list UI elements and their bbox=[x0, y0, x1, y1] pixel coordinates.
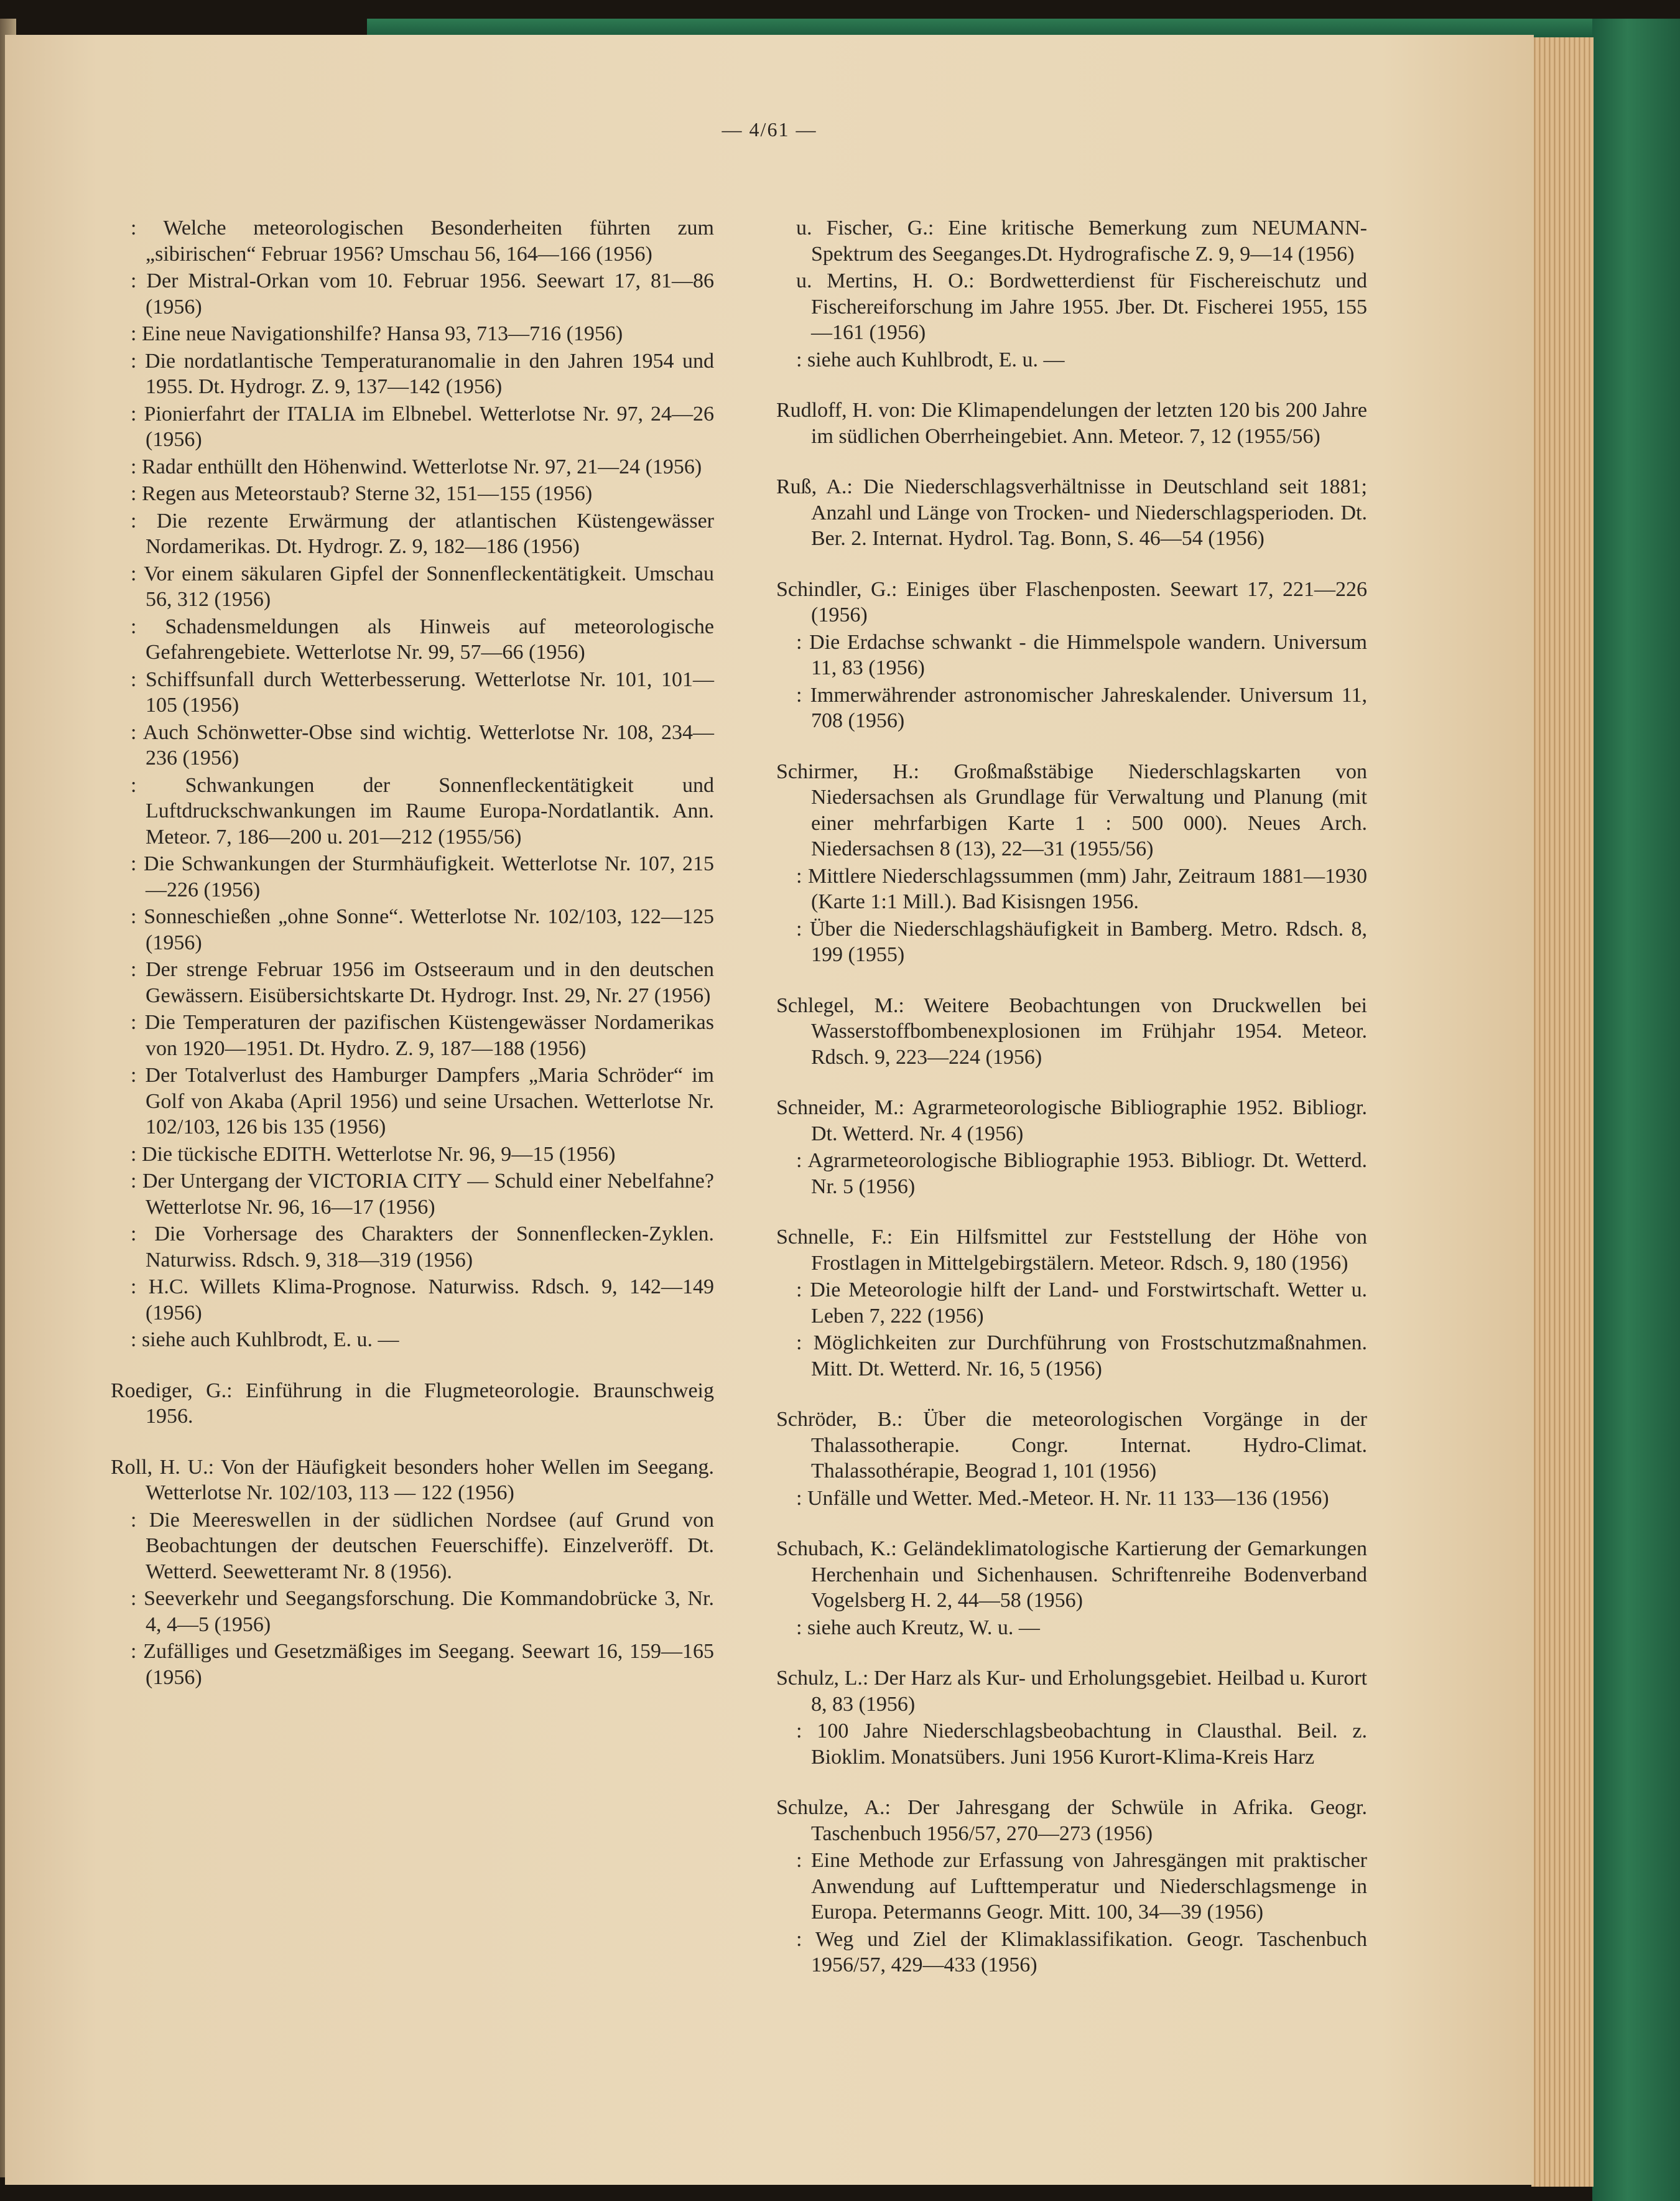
page-edges bbox=[1531, 37, 1594, 2187]
entry-subitem: : Auch Schönwetter-Obse sind wichtig. Wetterlotse Nr. 108, 234—236 (1956) bbox=[131, 720, 714, 770]
entry-subitem: : Der Untergang der VICTORIA CITY — Schuld einer Nebelfahne? Wetterlotse Nr. 96, 16—17 (1956) bbox=[131, 1170, 714, 1219]
book-cover-right bbox=[1592, 19, 1680, 2201]
entry-heading: Schlegel, M.: Weitere Beobachtungen von Druckwellen bei Wasserstoffbombenexplosionen im Frühjahr 1954. Meteor. Rdsch. 9, 223—224 (1956) bbox=[776, 993, 1367, 1069]
bibliography-entry bbox=[776, 1536, 1367, 1640]
entry-subitem: : Der Mistral-Orkan vom 10. Februar 1956. Seewart 17, 81—86 (1956) bbox=[131, 269, 714, 319]
entry-subitem: : Eine Methode zur Erfassung von Jahresgängen mit praktischer Anwendung auf Lufttemperatur und Niederschlagsmenge in Europa. Petermanns Geogr. Mitt. 100, 34—39 (1956) bbox=[796, 1849, 1367, 1924]
entry-subitem: u. Fischer, G.: Eine kritische Bemerkung zum NEUMANN-Spektrum des Seeganges.Dt. Hydrografische Z. 9, 9—14 (1956) bbox=[796, 216, 1367, 266]
entry-heading: Schulz, L.: Der Harz als Kur- und Erholungsgebiet. Heilbad u. Kurort 8, 83 (1956) bbox=[776, 1667, 1367, 1716]
entry-heading: Schnelle, F.: Ein Hilfsmittel zur Feststellung der Höhe von Frostlagen in Mittelgebirgstälern. Meteor. Rdsch. 9, 180 (1956) bbox=[776, 1226, 1367, 1275]
entry-subitem: : Schadensmeldungen als Hinweis auf meteorologische Gefahrengebiete. Wetterlotse Nr. 99, 57—66 (1956) bbox=[131, 615, 714, 664]
entry-subitem: : Die tückische EDITH. Wetterlotse Nr. 96, 9—15 (1956) bbox=[131, 1142, 616, 1166]
entry-heading: Ruß, A.: Die Niederschlagsverhältnisse in Deutschland seit 1881; Anzahl und Länge von Trocken- und Niederschlagsperioden. Dt. Ber. 2. Internat. Hydrol. Tag. Bonn, S. 46—54 (1956) bbox=[776, 475, 1367, 550]
book-page bbox=[5, 35, 1534, 2185]
entry-subitem: : Sonneschießen „ohne Sonne“. Wetterlotse Nr. 102/103, 122—125 (1956) bbox=[131, 905, 714, 954]
entry-subitem: : Möglichkeiten zur Durchführung von Frostschutzmaßnahmen. Mitt. Dt. Wetterd. Nr. 16, 5 (1956) bbox=[796, 1331, 1367, 1380]
bibliography-entry bbox=[776, 474, 1367, 552]
entry-subitem: : Vor einem säkularen Gipfel der Sonnenfleckentätigkeit. Umschau 56, 312 (1956) bbox=[131, 562, 714, 611]
entry-subitem: : Weg und Ziel der Klimaklassifikation. Geogr. Taschenbuch 1956/57, 429—433 (1956) bbox=[796, 1927, 1367, 1976]
bibliography-entry bbox=[776, 215, 1367, 373]
entry-subitem: : Der Totalverlust des Hamburger Dampfers „Maria Schröder“ im Golf von Akaba (April 1956) und seine Ursachen. Wetterlotse Nr. 102/103, 126 bis 135 (1956) bbox=[131, 1064, 714, 1138]
bibliography-entry bbox=[111, 1378, 714, 1430]
bibliography-entry bbox=[776, 1665, 1367, 1770]
bibliography-entry bbox=[776, 577, 1367, 734]
entry-subitem: : Die Schwankungen der Sturmhäufigkeit. Wetterlotse Nr. 107, 215—226 (1956) bbox=[131, 852, 714, 901]
bibliography-entry bbox=[776, 993, 1367, 1071]
entry-subitem: : Schwankungen der Sonnenfleckentätigkeit und Luftdruckschwankungen im Raume Europa-Nordatlantik. Ann. Meteor. 7, 186—200 u. 201—212 (1955/56) bbox=[131, 773, 714, 849]
entry-subitem: : Radar enthüllt den Höhenwind. Wetterlotse Nr. 97, 21—24 (1956) bbox=[131, 455, 702, 478]
bibliography-entry bbox=[776, 1224, 1367, 1382]
bibliography-entry bbox=[111, 215, 714, 1353]
entry-subitem: : Immerwährender astronomischer Jahreskalender. Universum 11, 708 (1956) bbox=[796, 683, 1367, 732]
bibliography-entry bbox=[776, 1095, 1367, 1199]
entry-subitem: : Agrarmeteorologische Bibliographie 1953. Bibliogr. Dt. Wetterd. Nr. 5 (1956) bbox=[796, 1149, 1367, 1198]
entry-heading: Roediger, G.: Einführung in die Flugmeteorologie. Braunschweig 1956. bbox=[111, 1379, 714, 1428]
entry-subitem: : Schiffsunfall durch Wetterbesserung. Wetterlotse Nr. 101, 101—105 (1956) bbox=[131, 668, 714, 717]
entry-subitem: : Unfälle und Wetter. Med.-Meteor. H. Nr. 11 133—136 (1956) bbox=[796, 1486, 1329, 1510]
entry-heading: Schubach, K.: Geländeklimatologische Kartierung der Gemarkungen Herchenhain und Sichenhausen. Schriftenreihe Bodenverband Vogelsberg H. 2, 44—58 (1956) bbox=[776, 1537, 1367, 1612]
entry-subitem: : Pionierfahrt der ITALIA im Elbnebel. Wetterlotse Nr. 97, 24—26 (1956) bbox=[131, 402, 714, 451]
entry-subitem: : Die Meereswellen in der südlichen Nordsee (auf Grund von Beobachtungen der deutschen Feuerschiffe). Einzelveröff. Dt. Wetterd. Seewetteramt Nr. 8 (1956). bbox=[131, 1508, 714, 1583]
entry-subitem: : Die Meteorologie hilft der Land- und Forstwirtschaft. Wetter u. Leben 7, 222 (1956) bbox=[796, 1278, 1367, 1328]
entry-subitem: : 100 Jahre Niederschlagsbeobachtung in Clausthal. Beil. z. Bioklim. Monatsübers. Juni 1956 Kurort-Klima-Kreis Harz bbox=[796, 1719, 1367, 1769]
bibliography-entry bbox=[776, 398, 1367, 449]
right-column bbox=[776, 215, 1367, 2003]
entry-heading: Schindler, G.: Einiges über Flaschenposten. Seewart 17, 221—226 (1956) bbox=[776, 577, 1367, 626]
entry-subitem: : siehe auch Kuhlbrodt, E. u. — bbox=[131, 1328, 399, 1351]
entry-heading: Rudloff, H. von: Die Klimapendelungen der letzten 120 bis 200 Jahre im südlichen Oberrheingebiet. Ann. Meteor. 7, 12 (1955/56) bbox=[776, 399, 1367, 448]
entry-subitem: : Der strenge Februar 1956 im Ostseeraum und in den deutschen Gewässern. Eisübersichtskarte Dt. Hydrogr. Inst. 29, Nr. 27 (1956) bbox=[131, 958, 714, 1007]
entry-subitem: : Die nordatlantische Temperaturanomalie in den Jahren 1954 und 1955. Dt. Hydrogr. Z. 9, 137—142 (1956) bbox=[131, 349, 714, 398]
entry-subitem: : siehe auch Kreutz, W. u. — bbox=[796, 1616, 1040, 1639]
entry-subitem: : Welche meteorologischen Besonderheiten führten zum „sibirischen“ Februar 1956? Umschau 56, 164—166 (1956) bbox=[131, 216, 714, 266]
entry-subitem: : siehe auch Kuhlbrodt, E. u. — bbox=[796, 348, 1065, 371]
entry-subitem: : Regen aus Meteorstaub? Sterne 32, 151—155 (1956) bbox=[131, 482, 593, 505]
entry-subitem: : Seeverkehr und Seegangsforschung. Die Kommandobrücke 3, Nr. 4, 4—5 (1956) bbox=[131, 1587, 714, 1636]
page-number: — 4/61 — bbox=[722, 118, 817, 141]
entry-subitem: : Zufälliges und Gesetzmäßiges im Seegang. Seewart 16, 159—165 (1956) bbox=[131, 1640, 714, 1689]
bibliography-entry bbox=[111, 1454, 714, 1691]
entry-subitem: : Die Temperaturen der pazifischen Küstengewässer Nordamerikas von 1920—1951. Dt. Hydro. Z. 9, 187—188 (1956) bbox=[131, 1011, 714, 1060]
entry-subitem: : Eine neue Navigationshilfe? Hansa 93, 713—716 (1956) bbox=[131, 322, 623, 345]
entry-heading: Schulze, A.: Der Jahresgang der Schwüle in Afrika. Geogr. Taschenbuch 1956/57, 270—273 (1956) bbox=[776, 1796, 1367, 1845]
bibliography-entry bbox=[776, 1407, 1367, 1511]
left-column bbox=[111, 215, 714, 1715]
entry-heading: Schneider, M.: Agrarmeteorologische Bibliographie 1952. Bibliogr. Dt. Wetterd. Nr. 4 (1956) bbox=[776, 1096, 1367, 1145]
entry-heading: Schröder, B.: Über die meteorologischen Vorgänge in der Thalassotherapie. Congr. Internat. Hydro-Climat. Thalassothérapie, Beograd 1, 101 (1956) bbox=[776, 1408, 1367, 1482]
entry-subitem: : Mittlere Niederschlagssummen (mm) Jahr, Zeitraum 1881—1930 (Karte 1:1 Mill.). Bad Kisisngen 1956. bbox=[796, 864, 1367, 913]
entry-subitem: : Die rezente Erwärmung der atlantischen Küstengewässer Nordamerikas. Dt. Hydrogr. Z. 9, 182—186 (1956) bbox=[131, 509, 714, 558]
entry-subitem: : Die Vorhersage des Charakters der Sonnenflecken-Zyklen. Naturwiss. Rdsch. 9, 318—319 (1956) bbox=[131, 1222, 714, 1272]
entry-subitem: u. Mertins, H. O.: Bordwetterdienst für Fischereischutz und Fischereiforschung im Jahre 1955. Jber. Dt. Fischerei 1955, 155—161 (1956) bbox=[796, 269, 1367, 344]
entry-heading: Schirmer, H.: Großmaßstäbige Niederschlagskarten von Niedersachsen als Grundlage für Verwaltung und Planung (mit einer mehrfarbigen Karte 1 : 500 000). Neues Arch. Niedersachsen 8 (13), 22—31 (1955/56) bbox=[776, 760, 1367, 860]
entry-subitem: : H.C. Willets Klima-Prognose. Naturwiss. Rdsch. 9, 142—149 (1956) bbox=[131, 1275, 714, 1324]
entry-heading: Roll, H. U.: Von der Häufigkeit besonders hoher Wellen im Seegang. Wetterlotse Nr. 102/103, 113 — 122 (1956) bbox=[111, 1455, 714, 1504]
entry-subitem: : Über die Niederschlagshäufigkeit in Bamberg. Metro. Rdsch. 8, 199 (1955) bbox=[796, 917, 1367, 966]
bibliography-entry bbox=[776, 1795, 1367, 1978]
bibliography-entry bbox=[776, 759, 1367, 968]
entry-subitem: : Die Erdachse schwankt - die Himmelspole wandern. Universum 11, 83 (1956) bbox=[796, 630, 1367, 679]
